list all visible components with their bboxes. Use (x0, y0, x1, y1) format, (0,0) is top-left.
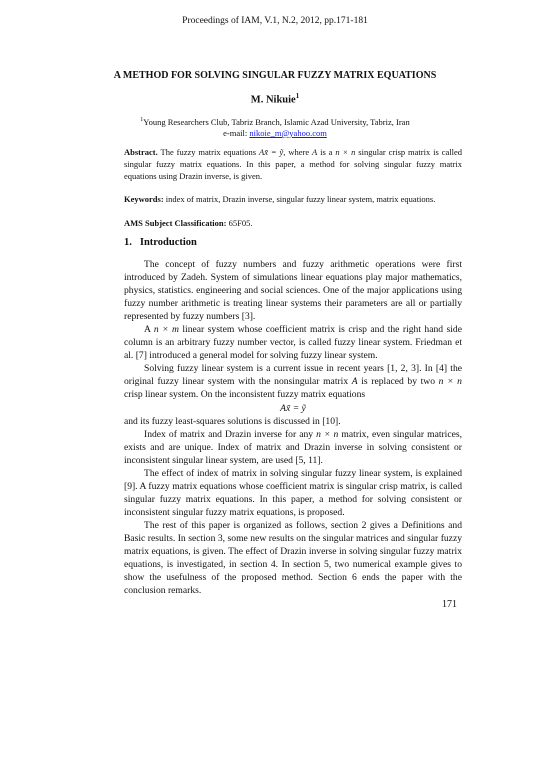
affiliation-line (0, 115, 550, 128)
paragraph-text: linear system whose coefficient matrix is crisp and the right hand side column is an arbitrary fuzzy number vector, is called fuzzy linear system. Friedman et al. [7] introduced a general model for solving fuzzy linear system. (124, 324, 462, 362)
abstract-text: The fuzzy matrix equations (157, 147, 259, 157)
paragraph: The concept of fuzzy numbers and fuzzy arithmetic operations were first introduced by Zadeh. System of simulations linear equations play major mathematics, physics, statistics. engineering and social sciences. One of the major applications using fuzzy number arithmetic is treating linear systems their parameters are all or partially represented by fuzzy numbers [3]. (124, 259, 462, 323)
abstract-dimension: n × n (335, 147, 356, 157)
running-head: Proceedings of IAM, V.1, N.2, 2012, pp.171-181 (182, 16, 368, 26)
abstract-text: singular crisp matrix is called singular fuzzy matrix equations. In this paper, a method for solving singular fuzzy matrix equations using Drazin inverse, is given. (124, 147, 462, 181)
body-text (124, 258, 462, 597)
paragraph-text: Solving fuzzy linear system is a current issue in recent years [1, 2, 3]. In [4] the original fuzzy linear system with the nonsingular matrix (124, 363, 462, 388)
affiliation-text: Young Researchers Club, Tabriz Branch, Islamic Azad University, Tabriz, Iran (143, 116, 410, 127)
keywords (124, 194, 462, 205)
affiliation (0, 115, 550, 139)
affiliation-sup: 1 (140, 117, 144, 123)
section-number: 1. (124, 237, 132, 248)
author-name: M. Nikuie (250, 94, 296, 106)
email-label: e-mail: (223, 127, 250, 138)
email-line (0, 128, 550, 139)
keywords-text: index of matrix, Drazin inverse, singular fuzzy linear system, matrix equations. (163, 194, 436, 204)
abstract-label: Abstract. (124, 147, 158, 157)
paragraph: The rest of this paper is organized as follows, section 2 gives a Definitions and Basic results. In section 3, some new results on the singular matrices and singular fuzzy matrix equations, is given. The effect of Drazin inverse in solving singular fuzzy matrix equations, is investigated, in section 4. In section 5, two numerical example gives to show the usefulness of the proposed method. Section 6 ends the paper with the conclusion remarks. (124, 519, 462, 597)
ams-text: 65F05. (226, 218, 253, 228)
abstract-var-a: A (312, 147, 318, 157)
paragraph-text: crisp linear system. On the inconsistent fuzzy matrix equations (124, 389, 366, 401)
abstract-text: , where (283, 147, 312, 157)
paragraph-text: Index of matrix and Drazin inverse for any (144, 428, 317, 440)
abstract-text: is a (317, 147, 336, 157)
page-number: 171 (442, 599, 457, 610)
author-line (0, 92, 550, 106)
email-link[interactable]: nikoie_m@yahoo.com (249, 127, 327, 138)
abstract-equation: Ax̃ = ỹ (259, 147, 284, 157)
paragraph (124, 428, 462, 467)
author-sup: 1 (295, 92, 300, 100)
paragraph-text: is replaced by two (357, 376, 439, 388)
paragraph (124, 362, 462, 401)
section-heading (124, 237, 205, 248)
display-equation: Ax̃ = ỹ (280, 402, 306, 414)
keywords-label: Keywords: (124, 194, 164, 204)
dimension-n-n: n × n (316, 428, 339, 440)
paragraph: The effect of index of matrix in solving singular fuzzy linear system, is explained [9]. A fuzzy matrix equations whose coefficient matrix is singular crisp matrix, is called singular fuzzy matrix equations. In this paper, a method for solving consistent or inconsistent singular fuzzy matrix equations, is proposed. (124, 467, 462, 518)
paragraph-text: matrix, even singular matrices, exists and are unique. Index of matrix and Drazin inverse in solving consistent or inconsistent singular linear system, are used [5, 11]. (124, 428, 462, 466)
ams-label: AMS Subject Classification: (124, 218, 227, 228)
abstract (124, 146, 462, 182)
dimension-n-n: n × n (438, 376, 462, 388)
ams-classification (124, 218, 462, 229)
paragraph: and its fuzzy least-squares solutions is discussed in [10]. (124, 415, 341, 427)
section-title: Introduction (139, 237, 197, 248)
dimension-n-m: n × m (153, 324, 179, 336)
paper-title: A METHOD FOR SOLVING SINGULAR FUZZY MATRIX EQUATIONS (113, 70, 437, 81)
paragraph-text: A (144, 324, 154, 336)
matrix-a: A (351, 376, 358, 388)
paragraph (124, 323, 462, 362)
